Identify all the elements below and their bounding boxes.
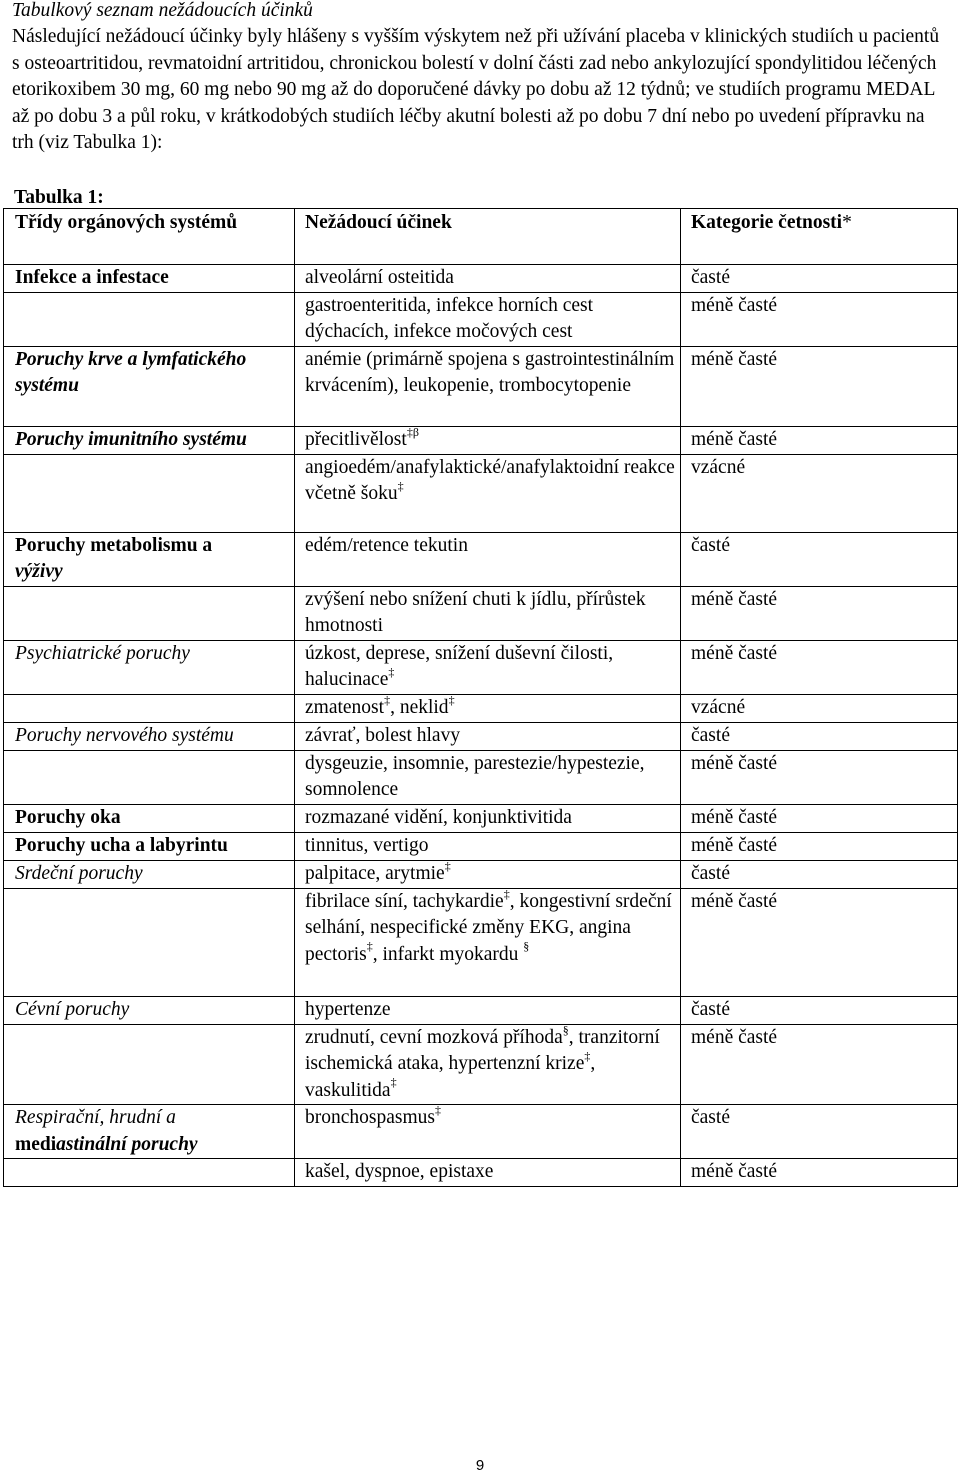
footnote-mark: ‡: [444, 858, 451, 873]
table-row: [4, 751, 958, 805]
effect-cell: zrudnutí, cevní mozková příhoda§, tranzitorní ischemická ataka, hypertenzní krize‡, vaskulitida‡: [295, 1025, 681, 1105]
frequency-cell: časté: [681, 533, 958, 587]
system-cell: [4, 889, 295, 997]
table-row: [4, 641, 958, 695]
frequency-cell: méně časté: [681, 347, 958, 427]
effect-cell: gastroenteritida, infekce horních cest dýchacích, infekce močových cest: [295, 293, 681, 347]
footnote-mark: ‡β: [406, 424, 419, 439]
frequency-cell: časté: [681, 1105, 958, 1159]
system-cell: Cévní poruchy: [4, 997, 295, 1025]
system-cell: [4, 587, 295, 641]
section-heading: Tabulkový seznam nežádoucích účinků: [12, 0, 313, 21]
table-row: [4, 347, 958, 427]
system-cell: [4, 1159, 295, 1187]
effect-cell: edém/retence tekutin: [295, 533, 681, 587]
system-cell: [4, 751, 295, 805]
frequency-cell: méně časté: [681, 833, 958, 861]
effect-cell: bronchospasmus‡: [295, 1105, 681, 1159]
header-system: Třídy orgánových systémů: [4, 209, 295, 265]
system-cell: Poruchy imunitního systému: [4, 427, 295, 455]
table-row: [4, 805, 958, 833]
frequency-cell: časté: [681, 265, 958, 293]
frequency-cell: méně časté: [681, 805, 958, 833]
table-row: [4, 1105, 958, 1159]
system-cell: Poruchy ucha a labyrintu: [4, 833, 295, 861]
table-row: [4, 833, 958, 861]
frequency-cell: méně časté: [681, 889, 958, 997]
effect-cell: anémie (primárně spojena s gastrointestinálním krvácením), leukopenie, trombocytopenie: [295, 347, 681, 427]
frequency-cell: méně časté: [681, 587, 958, 641]
intro-paragraph: Následující nežádoucí účinky byly hlášeny s vyšším výskytem než při užívání placeba v klinických studiích u pacientů s osteoartritidou, revmatoidní artritidou, chronickou bolestí v dolní části zad nebo ankylozující spondylitidou léčených etorikoxibem 30 mg, 60 mg nebo 90 mg až do doporučené dávky po dobu až 12 týdnů; ve studiích programu MEDAL až po dobu 3 a půl roku, v krátkodobých studiích léčby akutní bolesti až po dobu 7 dní nebo po uvedení přípravku na trh (viz Tabulka 1):: [12, 26, 940, 154]
effect-cell: závrať, bolest hlavy: [295, 723, 681, 751]
footnote-mark: ‡: [388, 664, 395, 679]
effect-cell: zmatenost‡, neklid‡: [295, 695, 681, 723]
effect-cell: úzkost, deprese, snížení duševní čilosti, halucinace‡: [295, 641, 681, 695]
system-cell: [4, 695, 295, 723]
effect-cell: hypertenze: [295, 997, 681, 1025]
system-cell: Poruchy krve a lymfatického systému: [4, 347, 295, 427]
frequency-cell: časté: [681, 723, 958, 751]
table-row: [4, 861, 958, 889]
footnote-mark: ‡: [435, 1102, 441, 1117]
table-caption: Tabulka 1:: [14, 187, 104, 208]
frequency-cell: méně časté: [681, 293, 958, 347]
header-frequency: Kategorie četnosti*: [681, 209, 958, 265]
table-row: [4, 587, 958, 641]
table-row: [4, 293, 958, 347]
header-frequency-asterisk: *: [842, 212, 852, 233]
table-row: [4, 265, 958, 293]
table-row: [4, 695, 958, 723]
effect-cell: palpitace, arytmie‡: [295, 861, 681, 889]
table-row: [4, 455, 958, 533]
table-header-row: [4, 209, 958, 265]
table-row: [4, 997, 958, 1025]
frequency-cell: vzácné: [681, 455, 958, 533]
effect-cell: tinnitus, vertigo: [295, 833, 681, 861]
system-cell: Poruchy oka: [4, 805, 295, 833]
table-row: [4, 723, 958, 751]
page-number: 9: [475, 1457, 485, 1474]
effect-cell: přecitlivělost$^{\ddagger\beta}$: [295, 427, 681, 455]
system-cell: [4, 455, 295, 533]
table-row: [4, 1025, 958, 1105]
header-effect: Nežádoucí účinek: [295, 209, 681, 265]
frequency-cell: méně časté: [681, 751, 958, 805]
footnote-mark: ‡: [397, 478, 404, 493]
system-cell: Psychiatrické poruchy: [4, 641, 295, 695]
effect-cell: alveolární osteitida: [295, 265, 681, 293]
effect-cell: dysgeuzie, insomnie, parestezie/hypestezie, somnolence: [295, 751, 681, 805]
effect-cell: kašel, dyspnoe, epistaxe: [295, 1159, 681, 1187]
system-cell: Poruchy metabolismu a výživy: [4, 533, 295, 587]
system-cell: Respirační, hrudní a mediastinální poruchy: [4, 1105, 295, 1159]
system-cell: Infekce a infestace: [4, 265, 295, 293]
effect-cell: angioedém/anafylaktické/anafylaktoidní reakce včetně šoku‡: [295, 455, 681, 533]
table-row: [4, 533, 958, 587]
frequency-cell: méně časté: [681, 1159, 958, 1187]
frequency-cell: časté: [681, 861, 958, 889]
table-row: [4, 1159, 958, 1187]
frequency-cell: méně časté: [681, 641, 958, 695]
table-row: [4, 427, 958, 455]
system-cell: [4, 1025, 295, 1105]
effect-cell: zvýšení nebo snížení chuti k jídlu, přírůstek hmotnosti: [295, 587, 681, 641]
adverse-effects-table: [3, 208, 958, 1187]
effect-cell: fibrilace síní, tachykardie‡, kongestivní srdeční selhání, nespecifické změny EKG, angina pectoris‡, infarkt myokardu §: [295, 889, 681, 997]
system-cell: Poruchy nervového systému: [4, 723, 295, 751]
frequency-cell: časté: [681, 997, 958, 1025]
effect-cell: rozmazané vidění, konjunktivitida: [295, 805, 681, 833]
system-cell: [4, 293, 295, 347]
table-row: [4, 889, 958, 997]
frequency-cell: vzácné: [681, 695, 958, 723]
frequency-cell: méně časté: [681, 427, 958, 455]
frequency-cell: méně časté: [681, 1025, 958, 1105]
system-cell: Srdeční poruchy: [4, 861, 295, 889]
